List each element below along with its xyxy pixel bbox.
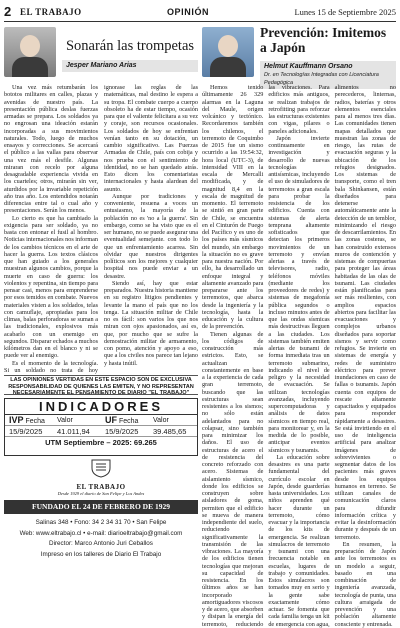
author-role: Dr. en Tecnologías Integradas con Licenciatura Pedagógica [264,72,379,86]
opinion-disclaimer [4,375,198,395]
article-body [4,84,198,374]
article-title: Prevención: Imitemos a Japón [260,25,387,55]
uf-label: UF [105,415,117,425]
disclaimer-line: RESPONSABILIDAD DE QUIENES LAS EMITEN, Y NO REPRESENTAN [8,383,194,390]
paragraph: Siendo así, hay que estar preparados. Nuestra historia mantiene en su registro litigios pendientes y levante la mano el país que no los tenga. La situación militar de Chile no es fácil: son varios los que nos miran con ojos apasionados, así es, que, por mucho que se sufre la demostración militar de armamento, con pomo, atención y apoyo a eso, que a los civiles nos parece tan lejano y hasta inútil. [104,279,198,367]
article-body [202,84,396,628]
paragraph: Japón invierte continuamente en investigación y desarrollo de nuevas tecnologías antisísmicas, incluyendo el uso de simuladores de terremotos a gran escala para probar la resistencia de los edificios. Cuenta con sistemas de alerta temprana altamente sofisticados que detectan los primeros movimientos de un terremoto y envían alertas a través de televisores, radio, teléfonos móviles (mediante los proveedores de redes) y sistemas de megafonía pública segundos o incluso minutos antes de que las ondas sísmicas más destructivas lleguen a las ciudades. Los sistemas también emiten alertas de tsunami de forma inmediata tras un terremoto submarino, indicando el nivel de peligro y la necesidad de evacuación. Se utilizan tecnologías avanzadas, incluyendo supercomputadoras y análisis de datos sísmicos en tiempo real, para monitorear y, en la medida de lo posible, anticipar eventos sísmicos y tsunamis. [268,134,330,454]
article-prevencion [202,24,396,628]
issue-date: Lunes 15 de Septiembre 2025 [294,6,396,17]
article-header [202,24,396,86]
newspaper-logo [4,458,198,498]
paragraph: Una vez más retumbarán los bototos militares en calles, plazas y avenidas de nuestro país. La presentación pública deslas fuerzas armadas se prepara. Los soldados ya no engrosan una ideación estarán incorporadas a sus movimientos naturales. Todo, luego de muchos ensayos y correcciones. Se acercará el público a las vallas para observar una vez más el desfile. Algunas miraran con recelo por alguna desagradable experiencia vivida en los cuarteles; otros, mirarán sin ver, aturdidos por la invariable repetición año tras año. Los entendidos notarán diferencias entre tal o cual año y presentaciones. Serán los menos. [4,84,98,215]
author-photo [4,27,56,77]
crest-icon [90,458,112,478]
indicators-box [4,398,198,456]
paragraph: La educación sobre desastres es una parte fundamental del currículo escolar en Japón, desde guarderías hasta universidades. Los niños aprenden qué hacer durante un terremoto, cómo evacuar y la importancia de los kits de emergencia. Se realizan simulacros de terremoto y tsunami con una frecuencia notable en escuelas, lugares de trabajo y comunidades. Estos simulacros son tomados muy en serio y la gente sabe exactamente cómo actuar. Se fomenta que cada familia tenga un kit de emergencia con agua, alimentos no perecederos, linternas, radios, baterías y otros elementos esenciales para al menos tres días. Las comunidades tienen mapas detallados que muestran las zonas de riesgo, las rutas de evacuación seguras y la ubicación de los refugios designados. Los sistemas de transporte, como el tren bala Shinkansen, están diseñados para detenerse automáticamente ante la detección de un temblor, minimizando el riesgo de descarrilamientos. En las zonas costeras, se han construido extensos muros de contención y sistemas de compuertas para proteger las áreas habitadas de las olas de tsunami. Las ciudades están planificadas para ser más resilientes, con amplios espacios abiertos para facilitar las evacuaciones y complejos urbanos diseñados para soportar sismos y servir como refugios. Se invierte en sistemas de energía y redes de suministro eléctrico para prever inundaciones en caso de fallas o tsunamis. Japón cuenta con equipos de rescate altamente capacitados y equipados para responder rápidamente a desastres. Se está invirtiendo en el uso de inteligencia artificial para analizar imágenes de sobrevivientes o segmentar datos de los pacientes más graves desde los equipos humanos en terreno. Se utilizan canales de comunicación claros para difundir información crítica y evitar la desinformación durante y después de un terremoto. [268,84,396,628]
ipv-label: IVP [9,415,24,425]
uf-date-label: Fecha [118,418,139,425]
article-trompetas [4,24,198,372]
section-title: OPINIÓN [166,6,210,17]
paper-name: EL TRABAJO [20,6,82,17]
paragraph: Lo cierto es que ha cambiado la exigencia para ser soldado, ya no basta con entonar el fusil al hombro. Noticias internacionales nos informan de los cambios técnicos en el arte de hacer la guerra. Los textos clásicos que han guiado a los generales muestran algunos cambios, porque la muerte en caso de guerra: los violentos y repentina, sin tiempo para pensar casi, menos para emprenderse por esos temidos en combate. Nuevos materiales visten a los soldados, telas con camuflaje, apropiadas para los climas, balas perforadoras se suman a las tradicionales, explosivos más acabarlo con un enemigo en segundos. Disparar echados a muchos kilómetros dan en el blanco y ni se puede ver al enemigo. [4,214,98,360]
contact-printing: Impreso en los talleres de Diario El Trabajo [40,550,162,558]
paragraph: Aunque por tradiciones y conveniente, resuena a voces un entusiasmo, la mayoría de la población no es 'no a la guerra'. Sin embargo, como se ha visto que es el ser humano, no se puede asegurar una eventualidad semejante. con todo lo que un enfrentamiento acarrea. Sin olvidar que nuestros dirigentes políticos son los mejores y cualquier hospital nos puede enviar a un desastre. [104,192,198,280]
paragraph: Hemos tenido últimamente 26 329 alarmas en la Laguna del Maule, origen volcánico y tectónico. Recordaremos también los chilenos, el terremoto de Coquimbo de 2015 fue un sismo ocurrido a las 19:54:32, hora local (UTC-3), de intensidad VIII en la escala de Mercalli modificada, y de magnitud 8,4 en la escala de magnitud de momento. El terremoto se sintió en gran parte de Chile, se encuentra en el Cinturón de Fuego del Pacífico y es uno de los países más sísmicos del mundo, sin embargo la situación no es grave para nuestra nación. Por ello, ha desarrollado un enfoque integral y altamente avanzado para prepararse ante los terremotos, que abarca desde la ingeniería y la tecnología, hasta la educación y la cultura de la prevención. [202,84,264,331]
article-title: Sonarán las trompetas [65,38,195,54]
indicators-values-row [5,426,197,437]
author-photo [202,27,254,77]
uf-value-label: Valor [153,416,169,424]
founded-banner: FUNDADO EL 24 DE FEBRERO DE 1929 [4,500,198,514]
uf-date: 15/9/2025 [105,426,139,436]
author-name: Jesper Mariano Arias [66,62,137,69]
byline [62,60,198,72]
disclaimer-line: NECESARIAMENTE EL PENSAMIENTO DE DIARIO "EL TRABAJO" [12,390,190,397]
contact-address: Salinas 348 • Fono: 34 2 34 31 70 • San Felipe [35,519,167,526]
ipv-value-label: Valor [57,416,73,424]
disclaimer-line: LAS OPINIONES VERTIDAS EN ESTE ESPACIO SON DE EXCLUSIVA [10,377,192,383]
ipv-value: 41.011,94 [57,426,90,436]
indicators-header-row [5,415,197,426]
contact-director: Director: Marco Antonio Juri Ceballos [49,540,153,547]
article-header [4,24,198,82]
uf-value: 39.485,65 [153,426,187,436]
logo-tagline: Desde 1929 el diario de San Felipe y Los Andes [57,491,145,496]
indicators-title: INDICADORES [5,399,197,415]
logo-name: EL TRABAJO [76,483,126,491]
author-name: Helmut Kauffmann Orsano [264,63,353,70]
page-header [4,2,396,22]
ipv-date: 15/9/2025 [9,426,43,436]
page-number: 2 [4,4,12,19]
ipv-date-label: Fecha [25,418,45,425]
contact-info [4,516,198,570]
contact-web: Web: www.eltrabajo.cl • e-mail: diarioeltrabajo@gmail.com [19,529,183,537]
paragraph: En resumen, la preparación de Japón ante los terremotos es un modelo a seguir, basado en una combinación de ingeniería avanzada, tecnología de punta, una cultura arraigada de prevención y una población altamente consciente y entrenada. [334,540,396,628]
paragraph: Es el momento de la tecnología. Si un soldado no trata de hoy ignorase las reglas de las matemáticas, mal destino le espera a su tropa. El combate cuerpo a cuerpo obsoleto ha de estar tiempo, ocasión para que el valiente felicitara a su vez y coraje, son recursos ocasionales. Los soldados de hoy se enfrentan venían tanto en su dotación, un cambio significativo. Las Fuerzas Armadas de Chile, país con cobija y nos prueba con el sentimiento de identidad, no se han quedado atrás. Esto dicen los comentaristas internacionales y hasta alardean del asunto. [4,84,198,374]
paragraph: Tienen algunas de los códigos de construcción más estrictos. Esto, se actualizan constantemente en base a la experiencia de cada gran terremoto, buscando que las estructuras sean resistentes a los sismos; no sólo están adelantados para no colapsar, sino también para minimizar los daños. El uso de estructuras de acero el de resistencia del concreto reforzado con acero. Sistemas de aislamiento sísmico, donde los edificios se construyen sobre aisladores de goma, permiten que el edificio se mueva de manera independiente del suelo, reduciendo significativamente la transmisión de las vibraciones. La mayoría de los edificios tienen tecnologías que mejoran su capacidad de resistencia. En los últimos años se han incorporado amortiguadores viscosos y de acero, que absorben y disipan la energía del terremoto, reduciendo las vibraciones. Para edificios más antiguos, se realizan trabajos de retrofitting para reforzar las estructuras existentes con vigas, pilares o paneles adicionales. [202,84,330,628]
utm-value: UTM Septiembre – 2025: 69.265 [45,438,157,447]
